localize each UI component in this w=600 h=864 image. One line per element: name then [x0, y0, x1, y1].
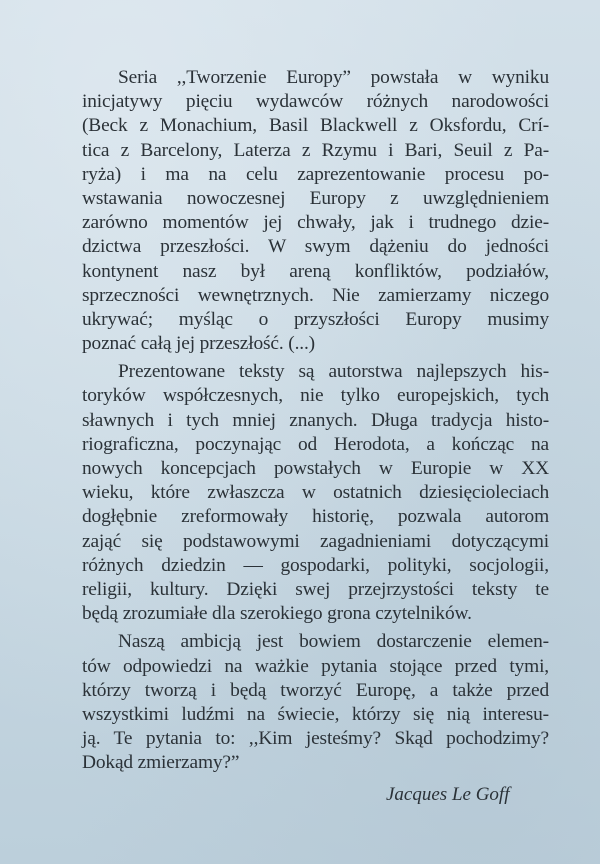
text-line: Seria ,,Tworzenie Europy” powstała w wyniku: [118, 67, 549, 88]
text-line: zająć się podstawowymi zagadnieniami dotyczącymi: [82, 530, 549, 552]
text-line: wszystkimi ludźmi na świecie, którzy się nią interesu-: [82, 703, 549, 725]
author-signature: Jacques Le Goff: [386, 784, 510, 805]
text-line: nowych koncepcjach powstałych w Europie w XX: [82, 458, 549, 479]
text-line: sławnych i tych mniej znanych. Długa tradycja histo-: [82, 409, 549, 431]
paragraph-2: [82, 360, 549, 626]
text-line: wieku, które zwłaszcza w ostatnich dziesięcioleciach: [82, 482, 549, 504]
text-line: Prezentowane teksty są autorstwa najlepszych his-: [118, 361, 549, 383]
text-line: ukrywać; myśląc o przyszłości Europy musimy: [82, 308, 549, 330]
text-line: dogłębnie zreformowały historię, pozwala autorom: [82, 506, 549, 528]
text-line: poznać całą jej przeszłość. (...): [82, 333, 315, 355]
text-line: riograficzna, poczynając od Herodota, a kończąc na: [82, 433, 549, 455]
paragraph-1: [82, 66, 549, 356]
text-line: toryków współczesnych, nie tylko europejskich, tych: [82, 385, 549, 407]
text-line: tów odpowiedzi na ważkie pytania stojące przed tymi,: [82, 655, 549, 677]
text-line: religii, kultury. Dzięki swej przejrzystości teksty te: [82, 578, 549, 600]
text-line: zarówno momentów jej chwały, jak i trudnego dzie-: [82, 212, 549, 234]
text-line: (Beck z Monachium, Basil Blackwell z Oksfordu, Crí-: [82, 115, 549, 137]
text-line: Naszą ambicją jest bowiem dostarczenie elemen-: [118, 631, 549, 653]
text-line: ryża) i ma na celu zaprezentowanie procesu po-: [82, 163, 549, 185]
text-line: dzictwa przeszłości. W swym dążeniu do jedności: [82, 236, 549, 258]
text-line: sprzeczności wewnętrznych. Nie zamierzamy niczego: [82, 284, 549, 306]
text-line: będą zrozumiałe dla szerokiego grona czytelników.: [82, 603, 472, 625]
text-line: różnych dziedzin — gospodarki, polityki, socjologii,: [82, 554, 549, 576]
text-line: wstawania nowoczesnej Europy z uwzględnieniem: [82, 187, 549, 209]
text-line: inicjatywy pięciu wydawców różnych narodowości: [82, 91, 549, 113]
text-line: tica z Barcelony, Laterza z Rzymu i Bari, Seuil z Pa-: [82, 139, 549, 161]
text-line: ją. Te pytania to: ,,Kim jesteśmy? Skąd pochodzimy?: [82, 728, 549, 750]
paragraph-3: [82, 630, 549, 775]
text-line: którzy tworzą i będą tworzyć Europę, a także przed: [82, 679, 549, 701]
text-line: Dokąd zmierzamy?”: [82, 752, 240, 774]
text-line: kontynent nasz był areną konfliktów, podziałów,: [82, 260, 549, 282]
body-text: [82, 66, 549, 775]
